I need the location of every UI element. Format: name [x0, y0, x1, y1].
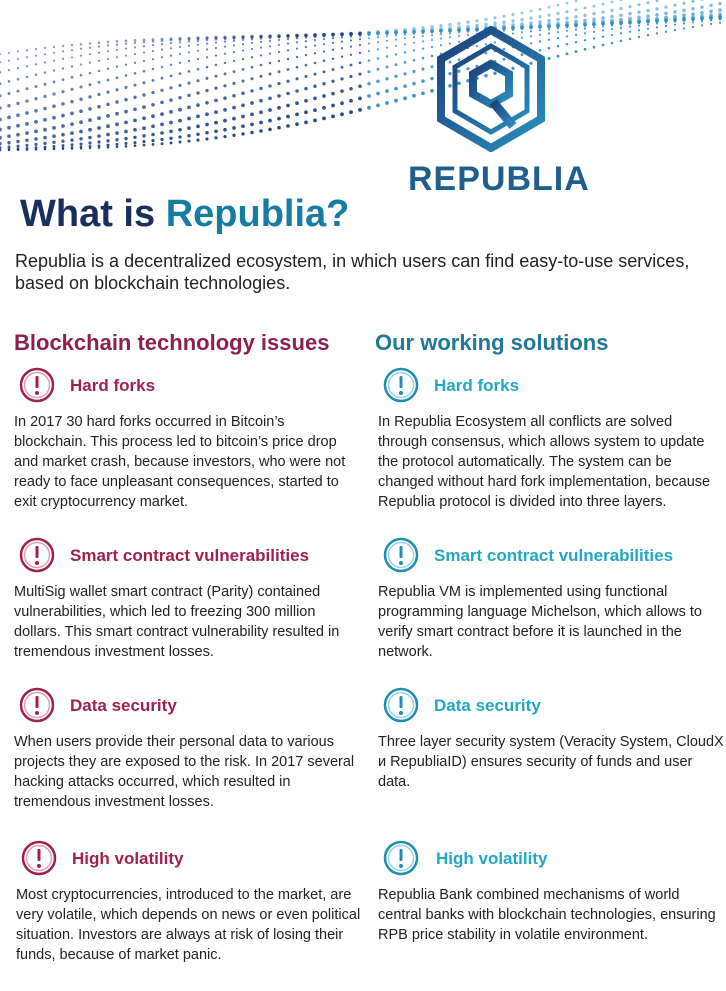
solutions-heading: Our working solutions [375, 330, 609, 355]
solution-title: Smart contract vulnerabilities [434, 546, 674, 565]
solution-card-data-security [378, 686, 724, 811]
issue-title: High volatility [72, 849, 184, 868]
solution-title: Data security [434, 696, 541, 715]
warning-circle-icon [382, 839, 420, 877]
issue-body: In 2017 30 hard forks occurred in Bitcoin’s blockchain. This process led to bitcoin’s price drop and market crash, because investors, who were not ready to face unpleasant consequences, started to exit cryptocurrency market. [14, 414, 346, 510]
intro-paragraph: Republia is a decentralized ecosystem, in which users can find easy-to-use services, based on blockchain technologies. [15, 251, 690, 293]
issue-card-smart-contract [14, 536, 368, 661]
solution-body: Republia Bank combined mechanisms of world central banks with blockchain technologies, ensuring RPB price stability in volatile environment. [378, 887, 716, 943]
warning-circle-icon [382, 686, 420, 724]
solution-title: High volatility [436, 849, 548, 868]
issues-heading: Blockchain technology issues [14, 330, 330, 355]
solution-body: Republia VM is implemented using functional programming language Michelson, which allows to verify smart contract before it is launched in the network. [378, 584, 702, 660]
page-title [20, 193, 349, 236]
page-title-part2: Republia? [165, 193, 350, 235]
brand-wordmark: REPUBLIA [408, 160, 590, 198]
issue-card-hard-forks [14, 366, 368, 511]
issue-body: Most cryptocurrencies, introduced to the market, are very volatile, which depends on news or even political situation. Investors are always at risk of losing their funds, because of market panic. [16, 887, 361, 963]
page-title-part1: What is [20, 193, 156, 235]
warning-circle-icon [18, 686, 56, 724]
warning-circle-icon [18, 536, 56, 574]
solution-body: In Republia Ecosystem all conflicts are solved through consensus, which allows system to update the protocol automatically. The system can be changed without hard fork implementation, because Republia protocol is divided into three layers. [378, 414, 711, 510]
warning-circle-icon [382, 536, 420, 574]
warning-circle-icon [18, 366, 56, 404]
issue-title: Smart contract vulnerabilities [70, 546, 310, 565]
solution-title: Hard forks [434, 376, 520, 395]
dotted-wave-decoration [0, 0, 726, 170]
issue-card-high-volatility [16, 839, 370, 964]
issue-title: Data security [70, 696, 177, 715]
issue-title: Hard forks [70, 376, 156, 395]
issue-card-data-security [14, 686, 368, 811]
warning-circle-icon [20, 839, 58, 877]
issue-body: MultiSig wallet smart contract (Parity) contained vulnerabilities, which led to freezing 300 million dollars. This smart contract vulnerability resulted in tremendous investment losses. [14, 584, 340, 660]
solution-card-high-volatility [378, 839, 724, 964]
solution-body: Three layer security system (Veracity System, CloudX и RepubliaID) ensures security of funds and user data. [378, 734, 724, 790]
solution-card-hard-forks [378, 366, 724, 511]
solution-card-smart-contract [378, 536, 724, 661]
warning-circle-icon [382, 366, 420, 404]
issue-body: When users provide their personal data to various projects they are exposed to the risk. In 2017 several hacking attacks occurred, which resulted in tremendous investment losses. [14, 734, 355, 810]
republia-logo-icon [435, 26, 547, 152]
